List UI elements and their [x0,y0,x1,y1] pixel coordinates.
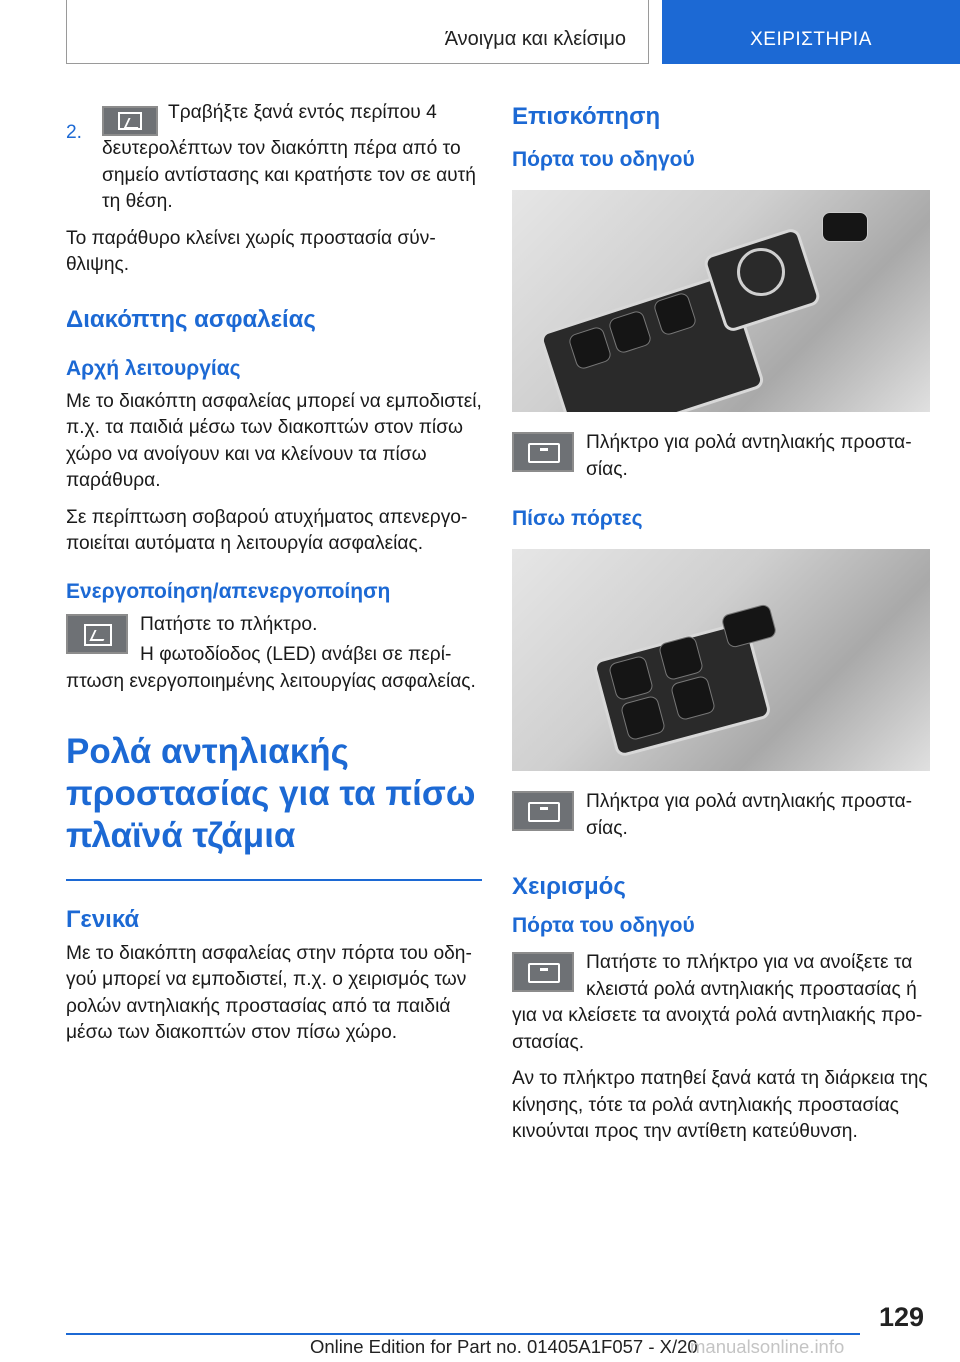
driver-door-photo [512,190,930,412]
rear-caption-text: Πλήκτρα για ρολά αντηλιακής προστασίας. [586,791,913,839]
chapter-tab[interactable] [662,0,960,64]
chapter-heading: Ρολά αντηλιακής προστασίας για τα πίσω πλαϊνά τζάμια [66,732,476,855]
general-heading: Γενικά [66,905,140,933]
chapter-tab-label: ΧΕΙΡΙΣΤΗΡΙΑ [750,29,872,50]
step-2 [66,100,482,279]
running-header [66,0,649,64]
step-2-text: Τραβήξτε ξανά εντός περίπου 4 δευτερολέπτων τον διακόπτη πέρα από το σημείο αντίστασης και κρατήστε τον σε αυτή τη θέση. [102,102,476,212]
rear-doors-heading: Πίσω πόρτες [512,507,643,530]
sunblind-button-icon [512,791,574,831]
left-column [66,100,482,1057]
safety-switch-heading: Διακόπτης ασφαλείας [66,305,316,333]
overview-heading: Επισκόπηση [512,103,661,130]
principle-paragraph-2: Σε περίπτωση σοβαρού ατυχήματος απενεργοποιείται αυτόματα η λειτουργία ασφαλείας. [66,506,468,554]
operation-heading: Χειρισμός [512,873,626,900]
footer-rule [66,1333,860,1335]
page-number: 129 [878,1302,924,1332]
sunblind-button-icon [512,432,574,472]
sunblind-button-icon [512,952,574,992]
right-column [512,100,930,1156]
principle-paragraph-1: Με το διακόπτη ασφαλείας μπορεί να εμποδιστεί, π.χ. τα παιδιά μέσω των διακοπτών στον πίσω χώρο να ανοίγουν και να κλείνουν τα πίσω παράθυρα. [66,390,482,491]
activation-paragraph-1: Πατήστε το πλήκτρο. [140,613,318,635]
principle-heading: Αρχή λειτουργίας [66,356,241,380]
step-2-note: Το παράθυρο κλείνει χωρίς προστασία σύνθλιψης. [66,227,436,275]
driver-caption-text: Πλήκτρο για ρολά αντηλιακής προστασίας. [586,432,912,480]
operation-paragraph-1: Πατήστε το πλήκτρο για να ανοίξετε τα κλειστά ρολά αντηλιακής προστασίας ή για να κλείσετε τα ανοιχτά ρολά αντηλιακής προστασίας. [512,952,923,1053]
rear-caption [512,789,930,842]
operation-paragraph-2: Αν το πλήκτρο πατηθεί ξανά κατά τη διάρκεια της κίνησης, τότε τα ρολά αντηλιακής προστασίας κινούνται προς την αντίθετη κατεύθυνση. [512,1068,928,1142]
edition-text: Online Edition for Part no. 01405A1F057 - X/20 [310,1336,698,1357]
operation-instruction [512,950,930,1056]
activation-heading: Ενεργοποίηση/απενεργοποίηση [66,579,391,603]
general-paragraph: Με το διακόπτη ασφαλείας στην πόρτα του οδηγού μπορεί να εμποδιστεί, π.χ. ο χειρισμός των ρολών αντηλιακής προστασίας από τα παιδιά μέσω των διακοπτών στον πίσω χώρο. [66,942,472,1043]
window-switch-icon [102,106,158,136]
step-number: 2. [66,122,83,143]
activation-paragraph-2: Η φωτοδίοδος (LED) ανάβει σε περίπτωση ενεργοποιημένης λειτουργίας ασφαλείας. [66,644,476,692]
driver-door-heading-2: Πόρτα του οδηγού [512,914,695,937]
section-title: Άνοιγμα και κλείσιμο [444,28,626,50]
watermark: manualsonline.info [690,1336,845,1357]
heading-rule [66,879,482,881]
rear-door-photo [512,549,930,771]
activation-instruction [66,612,482,639]
driver-door-heading: Πόρτα του οδηγού [512,148,695,171]
driver-caption [512,430,930,483]
child-lock-switch-icon [66,614,128,654]
